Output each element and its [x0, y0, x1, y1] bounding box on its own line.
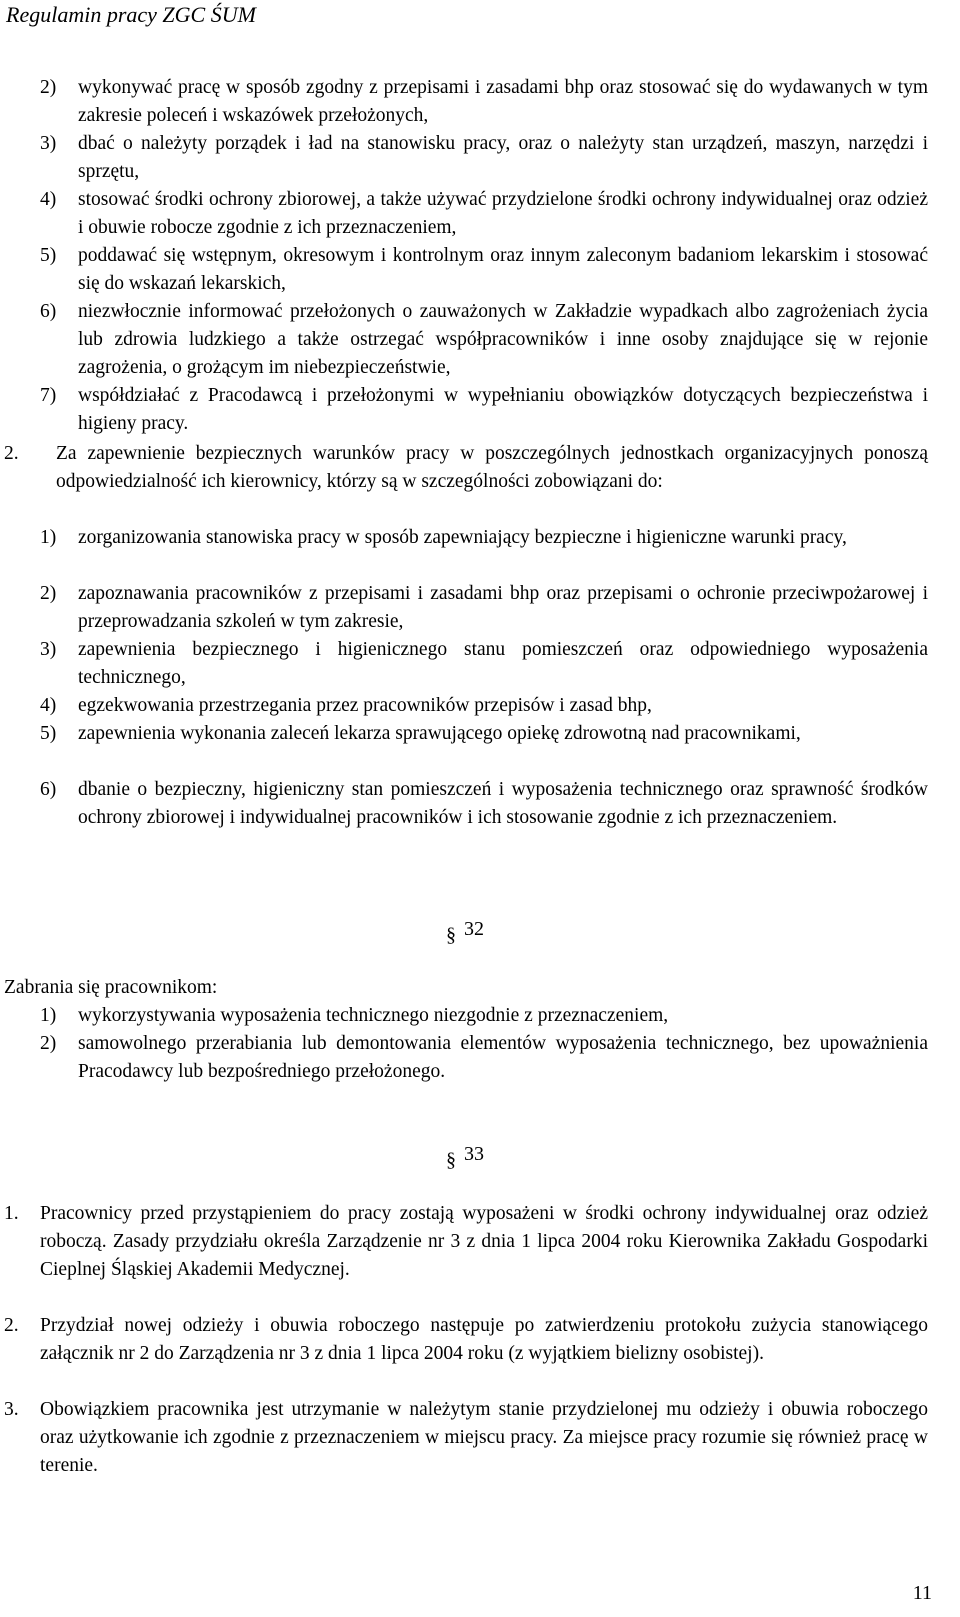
list-item — [40, 636, 928, 692]
list-item — [40, 74, 928, 130]
paragraph-text: Obowiązkiem pracownika jest utrzymanie w należytym stanie przydzielonej mu odzieży i obuwia roboczego oraz użytkowanie ich zgodnie z przeznaczeniem w miejscu pracy. Za miejsce pracy rozumie się również pracę w terenie. — [40, 1399, 928, 1476]
item-text: dbać o należyty porządek i ład na stanowisku pracy, oraz o należyty stan urządzeń, maszyn, narzędzi i sprzętu, — [78, 133, 928, 182]
item-text: zorganizowania stanowiska pracy w sposób zapewniający bezpieczne i higieniczne warunki pracy, — [78, 527, 847, 548]
point-2 — [4, 440, 928, 524]
item-number: 5) — [40, 723, 57, 744]
item-number: 4) — [40, 189, 57, 210]
item-text: zapewnienia wykonania zaleceń lekarza sprawującego opiekę zdrowotną nad pracownikami, — [78, 723, 801, 744]
paragraph-number: 2. — [4, 443, 19, 464]
list-item — [40, 1002, 928, 1030]
section-33-list — [4, 1200, 928, 1480]
paragraph-number: 2. — [4, 1315, 19, 1336]
item-text: wykorzystywania wyposażenia technicznego niezgodnie z przeznaczeniem, — [78, 1005, 669, 1026]
section-32-intro: Zabrania się pracownikom: — [4, 977, 218, 998]
section-number: 32 — [464, 918, 484, 940]
list-item — [40, 186, 928, 242]
paragraph-text: Za zapewnienie bezpiecznych warunków pracy w poszczególnych jednostkach organizacyjnych ponoszą odpowiedzialność ich kierownicy, którzy są w szczególności zobowiązani do: — [56, 443, 928, 492]
item-number: 5) — [40, 245, 57, 266]
running-header: Regulamin pracy ZGC ŚUM — [6, 2, 256, 27]
item-number: 3) — [40, 639, 57, 660]
numbered-paragraph — [4, 1312, 928, 1396]
obligations-list — [40, 74, 928, 438]
paragraph-text: Przydział nowej odzieży i obuwia roboczego następuje po zatwierdzeniu protokołu zużycia stanowiącego załącznik nr 2 do Zarządzenia nr 3 z dnia 1 lipca 2004 roku (z wyjątkiem bielizny osobistej). — [40, 1315, 928, 1364]
list-item — [40, 242, 928, 298]
list-item — [40, 580, 928, 636]
list-item — [40, 1030, 928, 1086]
list-item — [40, 524, 928, 580]
paragraph-number: 1. — [4, 1203, 19, 1224]
section-sign: § — [446, 924, 456, 946]
item-text: poddawać się wstępnym, okresowym i kontrolnym oraz innym zaleconym badaniom lekarskim i stosować się do wskazań lekarskich, — [78, 245, 928, 294]
numbered-paragraph — [4, 1396, 928, 1480]
item-text: niezwłocznie informować przełożonych o zauważonych w Zakładzie wypadkach albo zagrożeniach życia lub zdrowia ludzkiego a także ostrzegać współpracowników i inne osoby znajdujące się w rejonie zagrożenia, o grożącym im niebezpieczeństwie, — [78, 301, 928, 378]
item-number: 6) — [40, 779, 57, 800]
item-number: 7) — [40, 385, 57, 406]
item-number: 2) — [40, 1033, 57, 1054]
manager-duties-list — [40, 524, 928, 860]
item-text: zapewnienia bezpiecznego i higienicznego stanu pomieszczeń oraz odpowiedniego wyposażenia technicznego, — [78, 639, 928, 688]
prohibitions-list — [40, 1002, 928, 1086]
section-sign: § — [446, 1149, 456, 1171]
list-item — [40, 692, 928, 720]
list-item — [40, 776, 928, 860]
list-item — [40, 298, 928, 382]
item-text: współdziałać z Pracodawcą i przełożonymi w wypełnianiu obowiązków dotyczących bezpieczeństwa i higieny pracy. — [78, 385, 928, 434]
paragraph-number: 3. — [4, 1399, 19, 1420]
item-number: 3) — [40, 133, 57, 154]
list-item — [40, 382, 928, 438]
item-number: 4) — [40, 695, 57, 716]
item-number: 2) — [40, 77, 57, 98]
item-number: 1) — [40, 1005, 57, 1026]
item-text: dbanie o bezpieczny, higieniczny stan pomieszczeń i wyposażenia technicznego oraz sprawność środków ochrony zbiorowej i indywidualnej pracowników i ich stosowanie zgodnie z ich przeznaczeniem. — [78, 779, 928, 828]
item-number: 6) — [40, 301, 57, 322]
section-number: 33 — [464, 1143, 484, 1165]
item-text: egzekwowania przestrzegania przez pracowników przepisów i zasad bhp, — [78, 695, 652, 716]
item-text: wykonywać pracę w sposób zgodny z przepisami i zasadami bhp oraz stosować się do wydawanych w tym zakresie poleceń i wskazówek przełożonych, — [78, 77, 928, 126]
item-text: zapoznawania pracowników z przepisami i zasadami bhp oraz przepisami o ochronie przeciwpożarowej i przeprowadzania szkoleń w tym zakresie, — [78, 583, 928, 632]
list-item — [40, 720, 928, 776]
item-number: 1) — [40, 527, 57, 548]
item-text: stosować środki ochrony zbiorowej, a także używać przydzielone środki ochrony indywidualnej oraz odzież i obuwie robocze zgodnie z ich przeznaczeniem, — [78, 189, 928, 238]
numbered-paragraph — [4, 1200, 928, 1312]
numbered-paragraph — [4, 440, 928, 524]
item-number: 2) — [40, 583, 57, 604]
item-text: samowolnego przerabiania lub demontowania elementów wyposażenia technicznego, bez upoważnienia Pracodawcy lub bezpośredniego przełożonego. — [78, 1033, 928, 1082]
list-item — [40, 130, 928, 186]
paragraph-text: Pracownicy przed przystąpieniem do pracy zostają wyposażeni w środki ochrony indywidualnej oraz odzież roboczą. Zasady przydziału określa Zarządzenie nr 3 z dnia 1 lipca 2004 roku Kierownika Zakładu Gospodarki Cieplnej Śląskiej Akademii Medycznej. — [40, 1203, 928, 1280]
page-number: 11 — [912, 1582, 932, 1604]
